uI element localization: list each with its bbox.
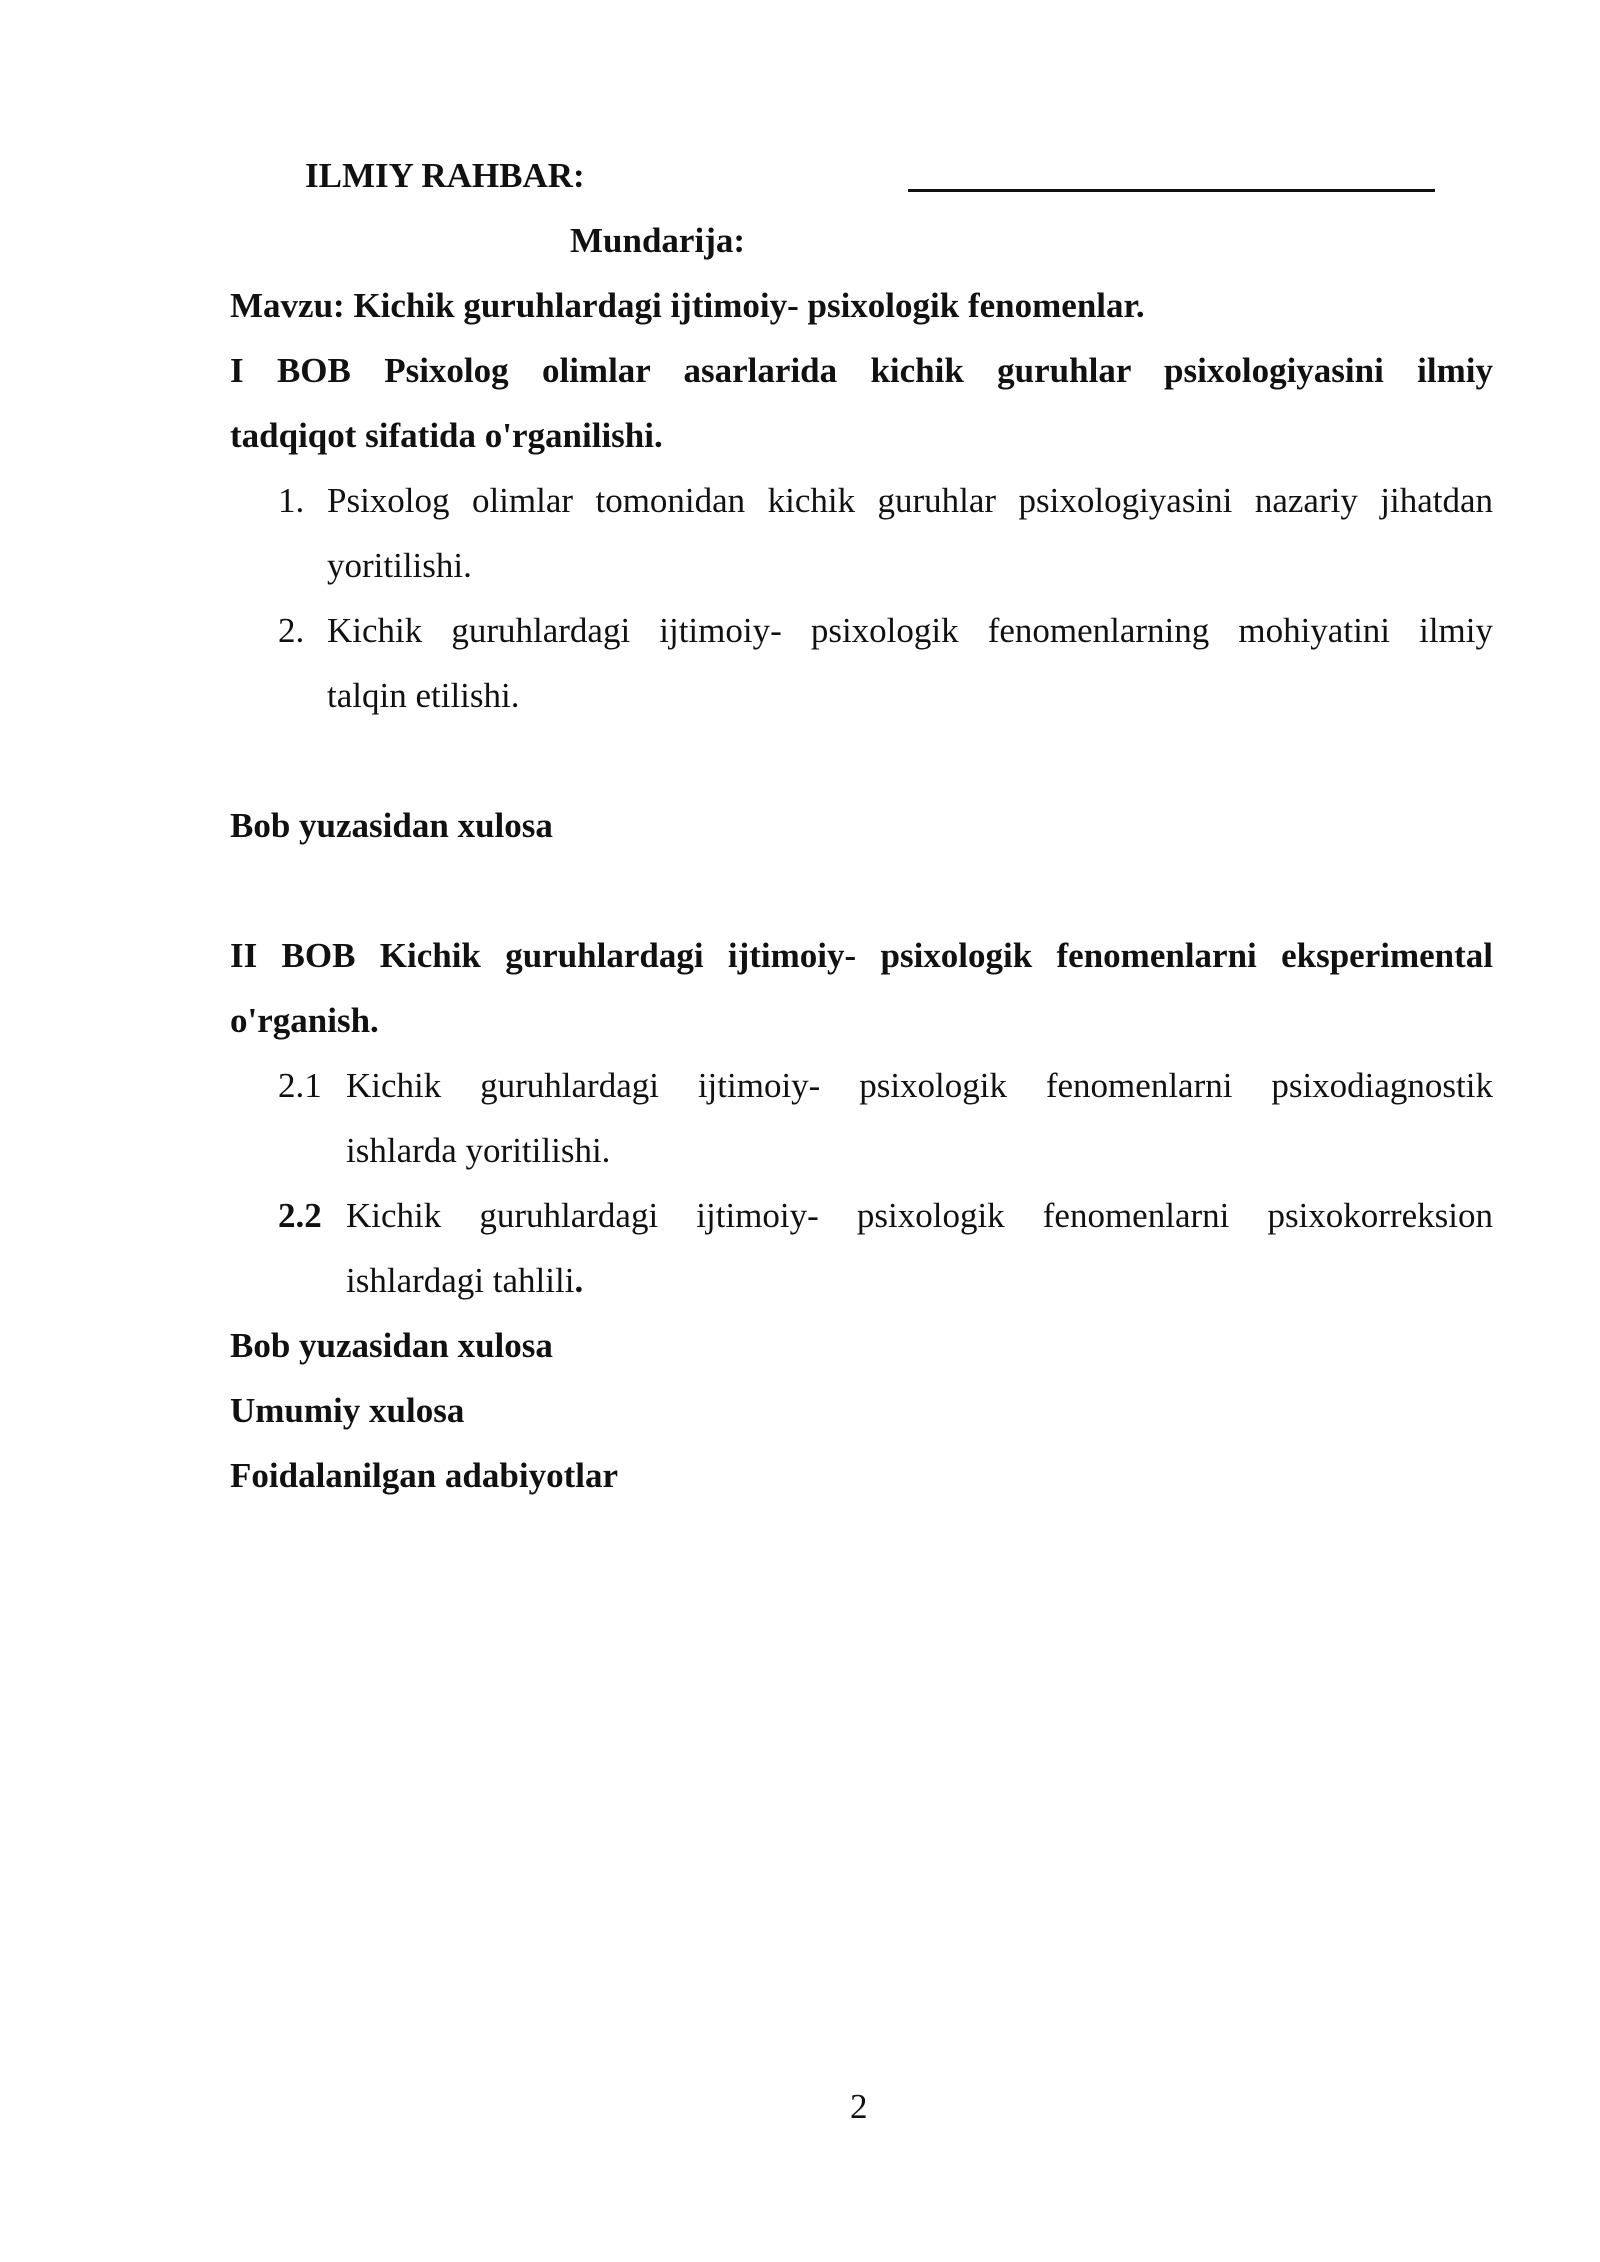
item-number: 1. xyxy=(278,481,305,520)
toc-item-2-1-continued: ishlarda yoritilishi. xyxy=(346,1131,611,1170)
toc-item-2-1: Kichik guruhlardagi ijtimoiy- psixologik fenomenlarni psixodiagnostik xyxy=(346,1066,1493,1105)
page-number: 2 xyxy=(850,2087,868,2126)
chapter2-title: II BOB Kichik guruhlardagi ijtimoiy- psixologik fenomenlarni eksperimental xyxy=(230,936,1493,975)
chapter2-title-continued: o'rganish. xyxy=(230,1001,379,1040)
chapter1-title-continued: tadqiqot sifatida o'rganilishi. xyxy=(230,416,663,455)
signature-line xyxy=(908,189,1435,192)
toc-item-1-2: Kichik guruhlardagi ijtimoiy- psixologik fenomenlarning mohiyatini ilmiy xyxy=(327,611,1493,650)
topic-line: Mavzu: Kichik guruhlardagi ijtimoiy- psixologik fenomenlar. xyxy=(230,286,1145,325)
chapter1-conclusion: Bob yuzasidan xulosa xyxy=(230,806,553,845)
item-number: 2.1 xyxy=(278,1066,322,1105)
toc-item-1-1-continued: yoritilishi. xyxy=(327,546,472,585)
toc-item-2-2-period: . xyxy=(574,1261,584,1300)
toc-item-2-2-continued xyxy=(346,1261,583,1301)
references: Foidalanilgan adabiyotlar xyxy=(230,1456,618,1495)
chapter2-conclusion: Bob yuzasidan xulosa xyxy=(230,1326,553,1365)
chapter1-title: I BOB Psixolog olimlar asarlarida kichik guruhlar psixologiyasini ilmiy xyxy=(230,351,1493,390)
item-number: 2. xyxy=(278,611,305,650)
toc-item-1-1: Psixolog olimlar tomonidan kichik guruhlar psixologiyasini nazariy jihatdan xyxy=(327,481,1493,520)
toc-item-2-2: Kichik guruhlardagi ijtimoiy- psixologik fenomenlarni psixokorreksion xyxy=(346,1196,1493,1235)
supervisor-label: ILMIY RAHBAR: xyxy=(305,156,585,195)
toc-title: Mundarija: xyxy=(570,221,745,260)
toc-item-2-2-text: ishlardagi tahlili xyxy=(346,1261,575,1300)
item-number: 2.2 xyxy=(278,1196,322,1235)
toc-item-1-2-continued: talqin etilishi. xyxy=(327,676,520,715)
general-conclusion: Umumiy xulosa xyxy=(230,1391,465,1430)
